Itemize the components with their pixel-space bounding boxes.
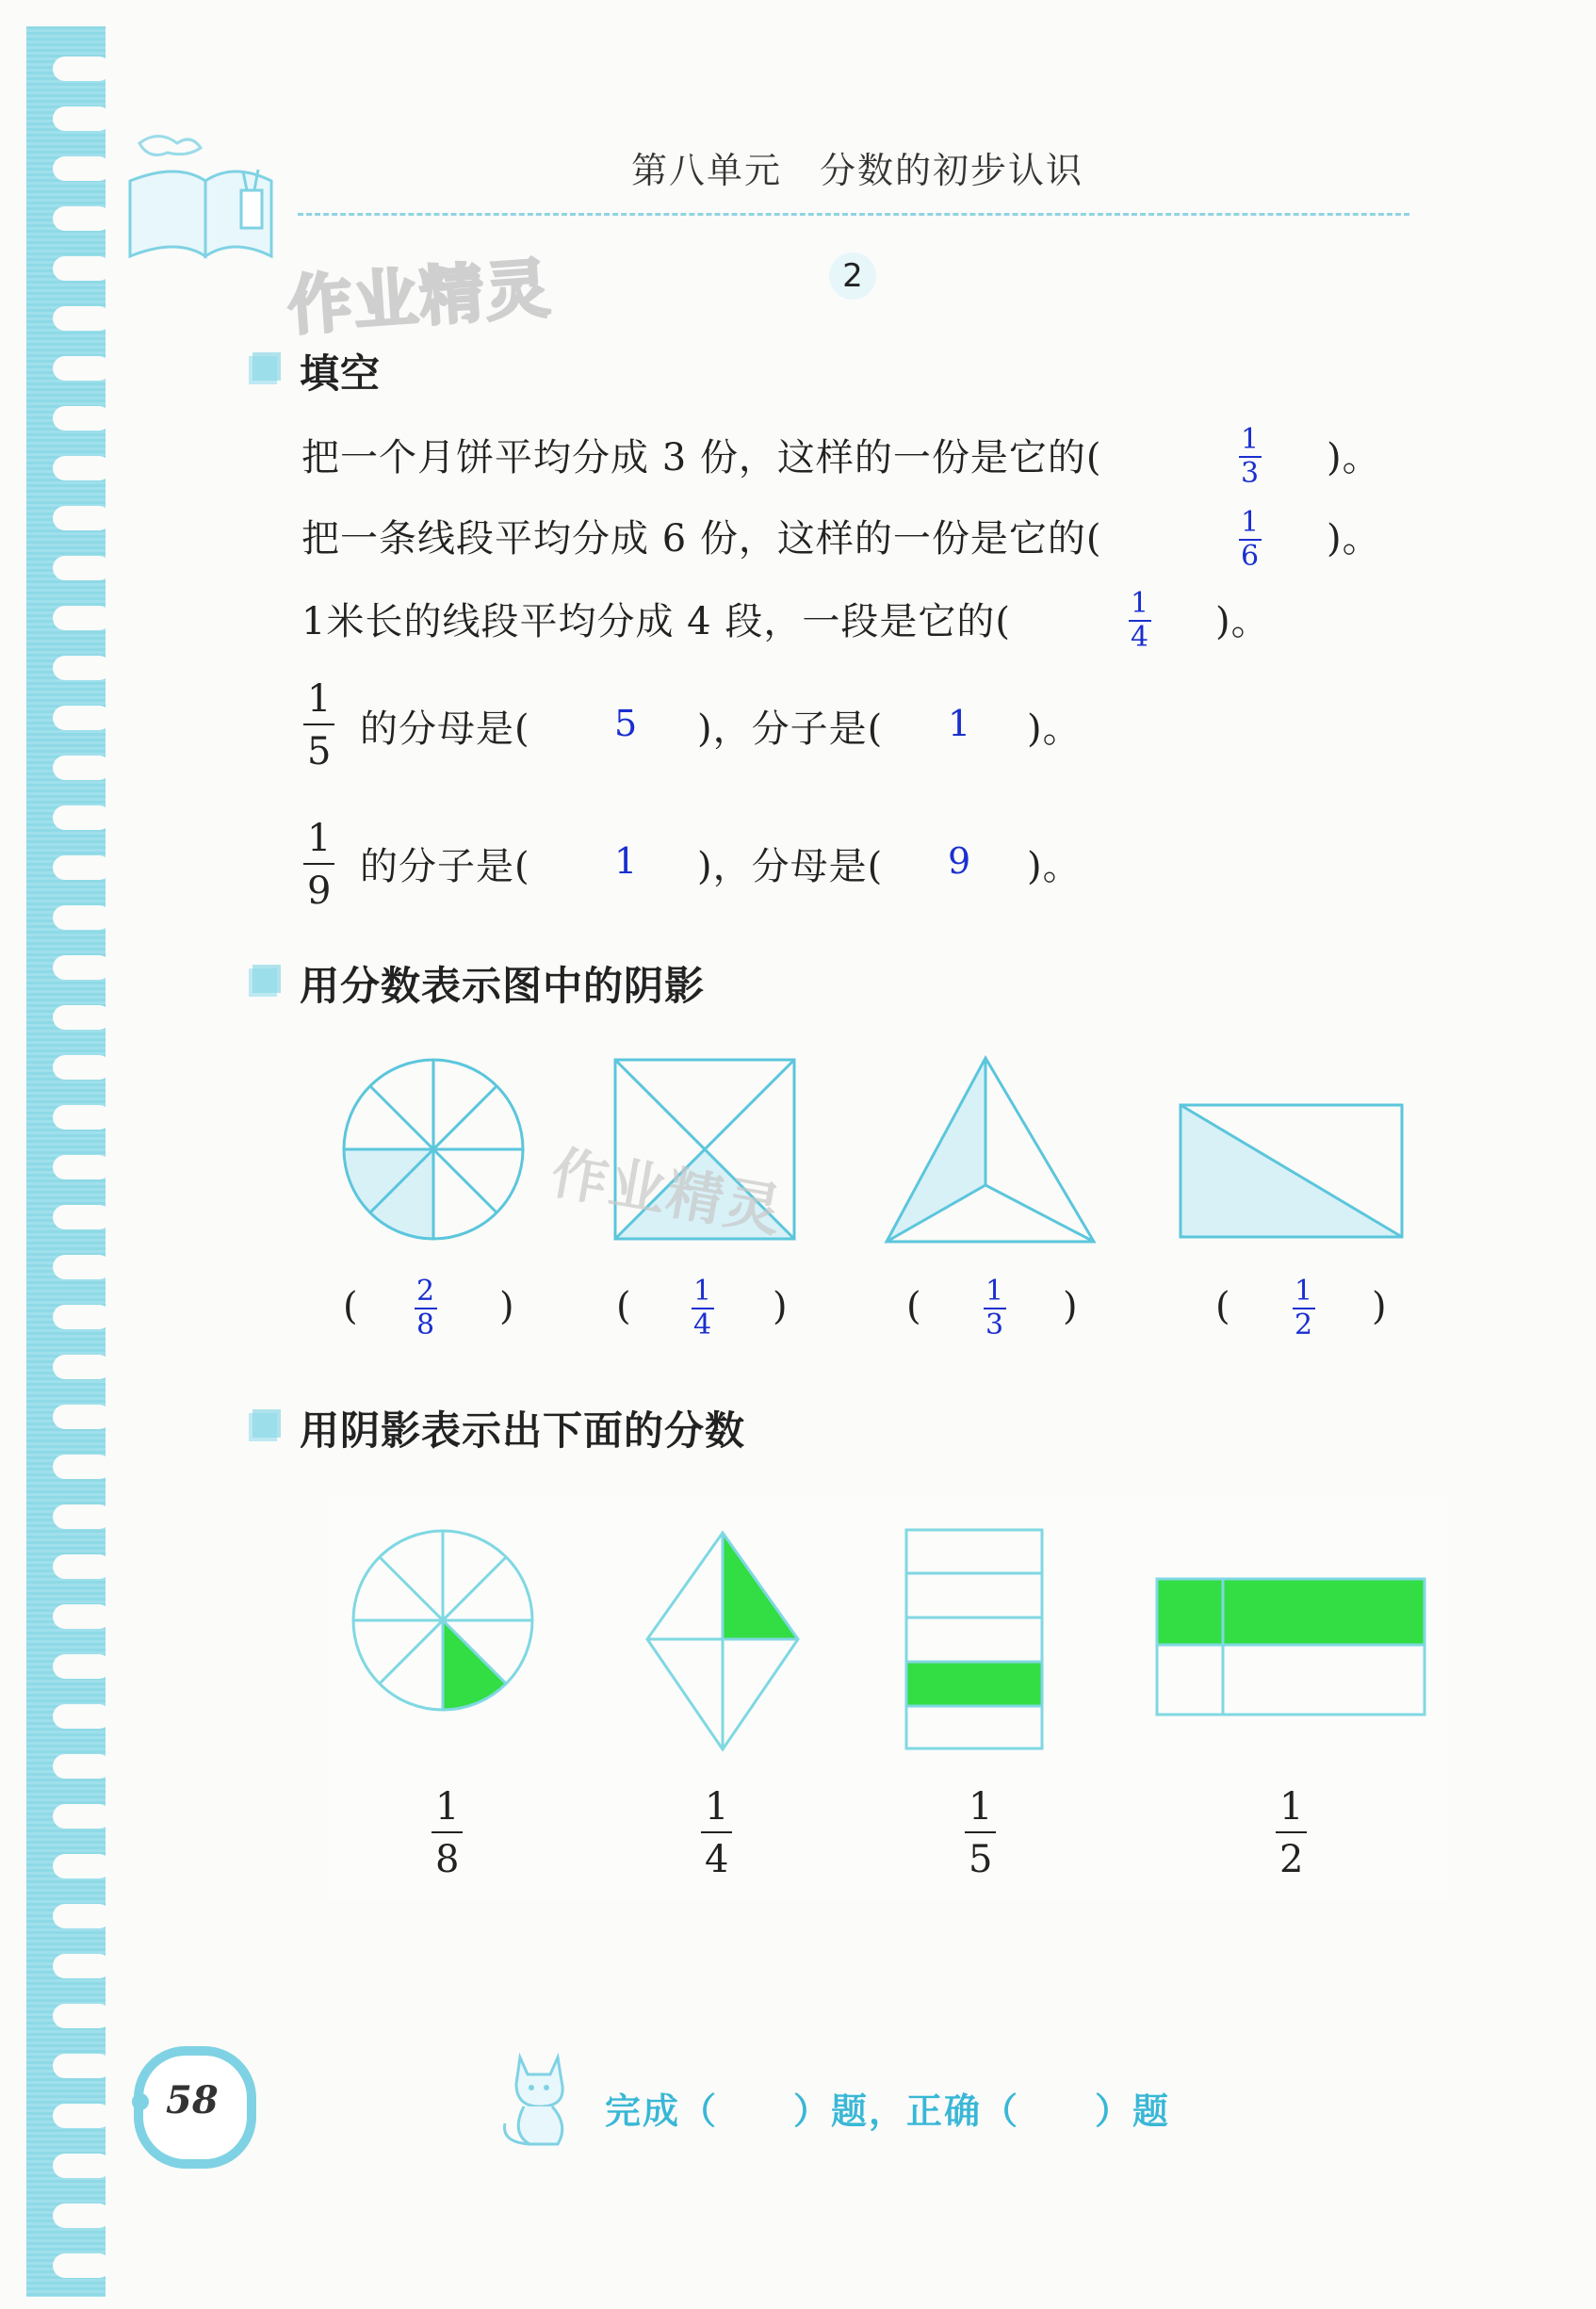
question-line-3: 1米长的线段平均分成 4 段，一段是它的( bbox=[301, 600, 1011, 643]
lesson-number: 2 bbox=[829, 252, 876, 300]
binding-hole bbox=[53, 1604, 111, 1629]
watermark: 作业精灵 bbox=[285, 252, 554, 345]
answer-1: $\frac{1}{3}$ bbox=[1241, 423, 1261, 490]
fraction-one-fifth: 1 5 bbox=[303, 680, 334, 771]
binding-hole bbox=[53, 1005, 111, 1030]
answer-3: $\frac{1}{4}$ bbox=[1131, 587, 1150, 654]
binding-hole bbox=[53, 656, 111, 680]
binding-hole bbox=[53, 855, 111, 880]
header-divider bbox=[298, 213, 1409, 216]
binding-hole bbox=[53, 1554, 111, 1579]
binding-hole bbox=[53, 1205, 111, 1229]
binding-hole bbox=[53, 706, 111, 730]
section-title-fill-blank: 填空 bbox=[300, 350, 382, 397]
line-4-text-b: )，分子是( bbox=[697, 707, 884, 751]
question-line-1: 把一个月饼平均分成 3 份，这样的一份是它的( bbox=[301, 436, 1102, 480]
binding-hole bbox=[53, 256, 111, 281]
binding-hole bbox=[53, 156, 111, 181]
watermark-center: 作业精灵 bbox=[546, 1139, 789, 1245]
binding-hole bbox=[53, 2253, 111, 2278]
binding-hole bbox=[53, 955, 111, 980]
triangle-thirds-figure bbox=[882, 1053, 1099, 1246]
binding-hole bbox=[53, 1654, 111, 1679]
paren-close: ) bbox=[1372, 1285, 1387, 1328]
label-one-half: 1 2 bbox=[1276, 1788, 1307, 1878]
shade-answer-3: $\frac{1}{3}$ bbox=[985, 1275, 1005, 1341]
binding-hole bbox=[53, 1155, 111, 1179]
answer-4a: 5 bbox=[614, 703, 638, 744]
section-marker-icon bbox=[247, 350, 283, 386]
page-number-dot bbox=[132, 2093, 149, 2110]
binding-hole bbox=[53, 756, 111, 780]
section-marker-icon bbox=[247, 1407, 283, 1443]
line-2-end: )。 bbox=[1327, 517, 1381, 561]
fraction-one-ninth: 1 9 bbox=[303, 820, 334, 910]
binding-hole bbox=[53, 1704, 111, 1729]
line-5-text-b: )，分母是( bbox=[697, 845, 884, 888]
paren-close: ) bbox=[1063, 1285, 1078, 1328]
binding-hole bbox=[53, 1754, 111, 1779]
circle-eighths-figure bbox=[339, 1055, 528, 1244]
line-4-end: )。 bbox=[1027, 707, 1082, 751]
shade-answer-1: $\frac{2}{8}$ bbox=[416, 1275, 436, 1341]
rectangle-halves-figure bbox=[1176, 1100, 1408, 1242]
paren-close: ) bbox=[773, 1285, 788, 1328]
paren-open: ( bbox=[906, 1285, 921, 1328]
section-title-draw-shading: 用阴影表示出下面的分数 bbox=[300, 1407, 746, 1454]
rectangle-one-half-shaded bbox=[1153, 1575, 1428, 1718]
line-1-end: )。 bbox=[1327, 436, 1381, 480]
question-line-2: 把一条线段平均分成 6 份，这样的一份是它的( bbox=[301, 517, 1102, 561]
answer-2: $\frac{1}{6}$ bbox=[1241, 506, 1261, 573]
answer-5a: 1 bbox=[614, 840, 638, 882]
binding-hole bbox=[53, 506, 111, 530]
unit-title: 第八单元 分数的初步认识 bbox=[631, 150, 1084, 191]
binding-hole bbox=[53, 1455, 111, 1479]
answer-4b: 1 bbox=[948, 703, 971, 744]
binding-hole bbox=[53, 2104, 111, 2128]
paren-open: ( bbox=[1215, 1285, 1230, 1328]
binding-hole bbox=[53, 805, 111, 830]
binding-hole bbox=[53, 456, 111, 480]
cat-icon bbox=[492, 2039, 586, 2152]
line-3-end: )。 bbox=[1215, 600, 1270, 643]
section-title-fraction-shade: 用分数表示图中的阴影 bbox=[300, 963, 706, 1009]
binding-hole bbox=[53, 406, 111, 431]
kite-one-quarter-shaded bbox=[643, 1528, 803, 1754]
binding-hole bbox=[53, 2054, 111, 2078]
label-one-fifth: 1 5 bbox=[965, 1788, 996, 1878]
shade-answer-4: $\frac{1}{2}$ bbox=[1295, 1275, 1314, 1341]
label-one-quarter: 1 4 bbox=[701, 1788, 732, 1878]
binding-hole bbox=[53, 1854, 111, 1878]
binding-hole bbox=[53, 905, 111, 930]
binding-hole bbox=[53, 356, 111, 381]
paren-close: ) bbox=[499, 1285, 514, 1328]
page-number: 58 bbox=[166, 2078, 219, 2122]
binding-hole bbox=[53, 2154, 111, 2178]
binding-hole bbox=[53, 2203, 111, 2228]
label-one-eighth: 1 8 bbox=[432, 1788, 463, 1878]
binding-hole bbox=[53, 1954, 111, 1978]
answer-5b: 9 bbox=[948, 840, 971, 882]
binding-hole bbox=[53, 606, 111, 630]
binding-hole bbox=[53, 1255, 111, 1279]
binding-hole bbox=[53, 556, 111, 580]
shade-answer-2: $\frac{1}{4}$ bbox=[693, 1275, 713, 1341]
binding-hole bbox=[53, 1355, 111, 1379]
binding-hole bbox=[53, 57, 111, 81]
binding-hole bbox=[53, 1305, 111, 1329]
binding-hole bbox=[53, 1904, 111, 1928]
rectangle-one-fifth-shaded bbox=[903, 1526, 1046, 1752]
binding-hole bbox=[53, 2004, 111, 2028]
binding-hole bbox=[53, 1105, 111, 1130]
paren-open: ( bbox=[616, 1285, 631, 1328]
circle-one-eighth-shaded bbox=[349, 1526, 537, 1715]
binding-hole bbox=[53, 106, 111, 131]
binding-hole bbox=[53, 1804, 111, 1829]
binding-hole bbox=[53, 306, 111, 331]
line-5-end: )。 bbox=[1027, 845, 1082, 888]
line-4-text-a: 的分母是( bbox=[360, 707, 530, 751]
progress-text: 完成（ ）题，正确（ ）题 bbox=[605, 2090, 1171, 2132]
book-decoration-icon bbox=[121, 124, 281, 266]
binding-hole bbox=[53, 1055, 111, 1080]
binding-hole bbox=[53, 206, 111, 231]
binding-hole bbox=[53, 1405, 111, 1429]
section-marker-icon bbox=[247, 963, 283, 999]
paren-open: ( bbox=[343, 1285, 358, 1328]
line-5-text-a: 的分子是( bbox=[360, 845, 530, 888]
binding-hole bbox=[53, 1504, 111, 1529]
